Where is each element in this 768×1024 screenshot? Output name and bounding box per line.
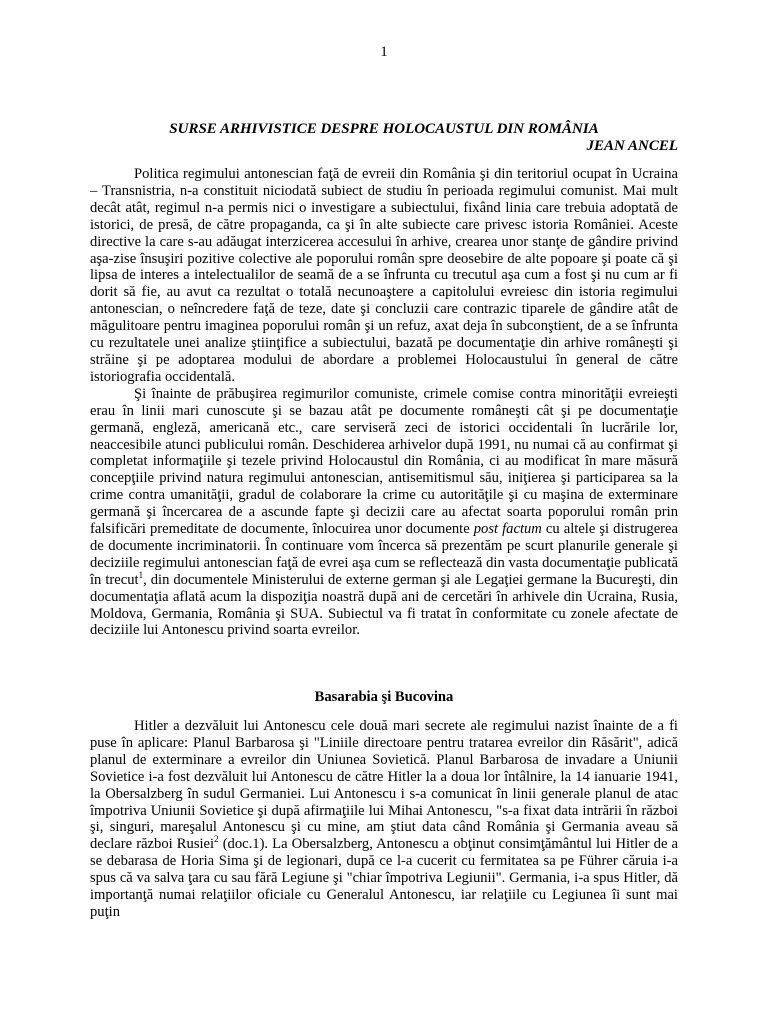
paragraph-2-part-1: Şi înainte de prăbuşirea regimurilor comuniste, crimele comise contra minorităţii evreieşti erau în linii mari cunoscute şi se bazau atât pe documente româneşti cât şi pe documentaţie germană, engleză, americană etc., care serviseră zeci de istorici occidentali în lucrările lor, neaccesibile atunci publicului român. Deschiderea arhivelor după 1991, nu numai că au confirmat şi completat informaţiile şi tezele privind Holocaustul din România, ci au modificat în mare măsură concepţiile privind natura regimului antonescian, antisemitismul său, iniţierea şi participarea sa la crime contra umanităţii, gradul de colaborare la crime cu autorităţile şi cu maşina de exterminare germană şi încercarea de a ascunde fapte şi decizii care au afectat soarta poporului român prin falsificări premeditate de documente, înlocuirea unor documente <box>90 385 678 538</box>
page-number: 1 <box>380 44 388 60</box>
author-name: JEAN ANCEL <box>586 138 678 154</box>
document-title: SURSE ARHIVISTICE DESPRE HOLOCAUSTUL DIN ROMÂNIA <box>169 121 599 137</box>
paragraph-3-part-1: Hitler a dezvăluit lui Antonescu cele două mari secrete ale regimului nazist înainte de a fi puse în aplicare: Planul Barbarosa şi "Liniile directoare pentru tratarea evreilor din Răsărit", adică planul de exterminare a evreilor din Uniunea Sovietică. Planul Barbarosa de invadare a Uniunii Sovietice i-a fost dezvăluit lui Antonescu de către Hitler la a doua lor întâlnire, la 14 ianuarie 1941, la Obersalzberg în sudul Germaniei. Lui Antonescu i s-a comunicat în linii generale planul de atac împotriva Uniunii Sovietice şi după afirmaţiile lui Mihai Antonescu, "s-a fixat data intrării în război şi, singuri, mareşalul Antonescu şi cu mine, am ştiut data când România şi Germania aveau să declare război Rusiei <box>90 718 678 853</box>
paragraph-3-part-2: (doc.1). La Obersalzberg, Antonescu a obţinut consimţământul lui Hitler de a se debarasa de Horia Sima şi de legionari, după ce l-a cucerit cu fermitatea sa pe Führer căruia i-a spus că va salva ţara cu sau fără Legiune şi "chiar împotriva Legiunii". Germania, i-a spus Hitler, dă importanţă numai relaţiilor oficiale cu Generalul Antonescu, iar relaţiile cu Legiunea îi sunt mai puţin <box>90 836 678 920</box>
section-heading: Basarabia şi Bucovina <box>314 689 454 705</box>
intro-section <box>90 166 678 639</box>
footnote-1[interactable]: 1 <box>138 569 144 580</box>
paragraph-2-italic: post factum <box>473 521 542 538</box>
paragraph-1: Politica regimului antonescian faţă de evreii din România şi din teritoriul ocupat în Ucraina – Transnistria, n-a constituit niciodată subiect de studiu în perioada regimului comunist. Mai mult decât atât, regimul n-a permis nici o investigare a subiectului, fixând linia care trebuia adoptată de istorici, de presă, de către propaganda, ca şi în alte subiecte care privesc istoria României. Aceste directive la care s-au adăugat interzicerea accesului în arhive, crearea unor stanţe de gândire privind aşa-zise însuşiri pozitive colective ale poporului român spre deosebire de alte popoare şi poate că şi lipsa de interes a intelectualilor de seamă de a se înfrunta cu trecutul aşa cum a fost şi nu cum ar fi dorit să fie, au avut ca rezultat o totală necunoaştere a capitolului evreiesc din istoria regimului antonescian, o neîncredere faţă de teze, date şi concluzii care contrazic tiparele de gândire atât de măgulitoare pentru imaginea poporului român şi un refuz, axat deja în subconştient, de a se înfrunta cu rezultatele unei analize ştiinţifice a subiectului, bazată pe documentaţie din arhive româneşti şi străine şi pe adoptarea modului de abordare a problemei Holocaustului în general de către istoriografia occidentală. <box>90 166 678 385</box>
paragraph-2 <box>90 386 678 640</box>
section-body <box>90 718 678 921</box>
paragraph-3 <box>90 718 678 921</box>
paragraph-2-part-2: cu altele şi distrugerea de documente incriminatorii. În continuare vom încerca să prezentăm pe scurt planurile generale şi deciziile regimului antonescian faţă de evrei aşa cum se reflectează din vasta documentaţie publicată în trecut <box>90 521 678 588</box>
paragraph-2-part-3: , din documentele Ministerului de externe german şi ale Legaţiei germane la Bucureşti, din documentaţia aflată acum la dispoziţia noastră după ani de cercetări în arhivele din Ucraina, Rusia, Moldova, Germania, România şi SUA. Subiectul va fi tratat în conformitate cu zonele afectate de deciziile lui Antonescu privind soarta evreilor. <box>90 571 678 639</box>
footnote-2[interactable]: 2 <box>214 834 219 845</box>
